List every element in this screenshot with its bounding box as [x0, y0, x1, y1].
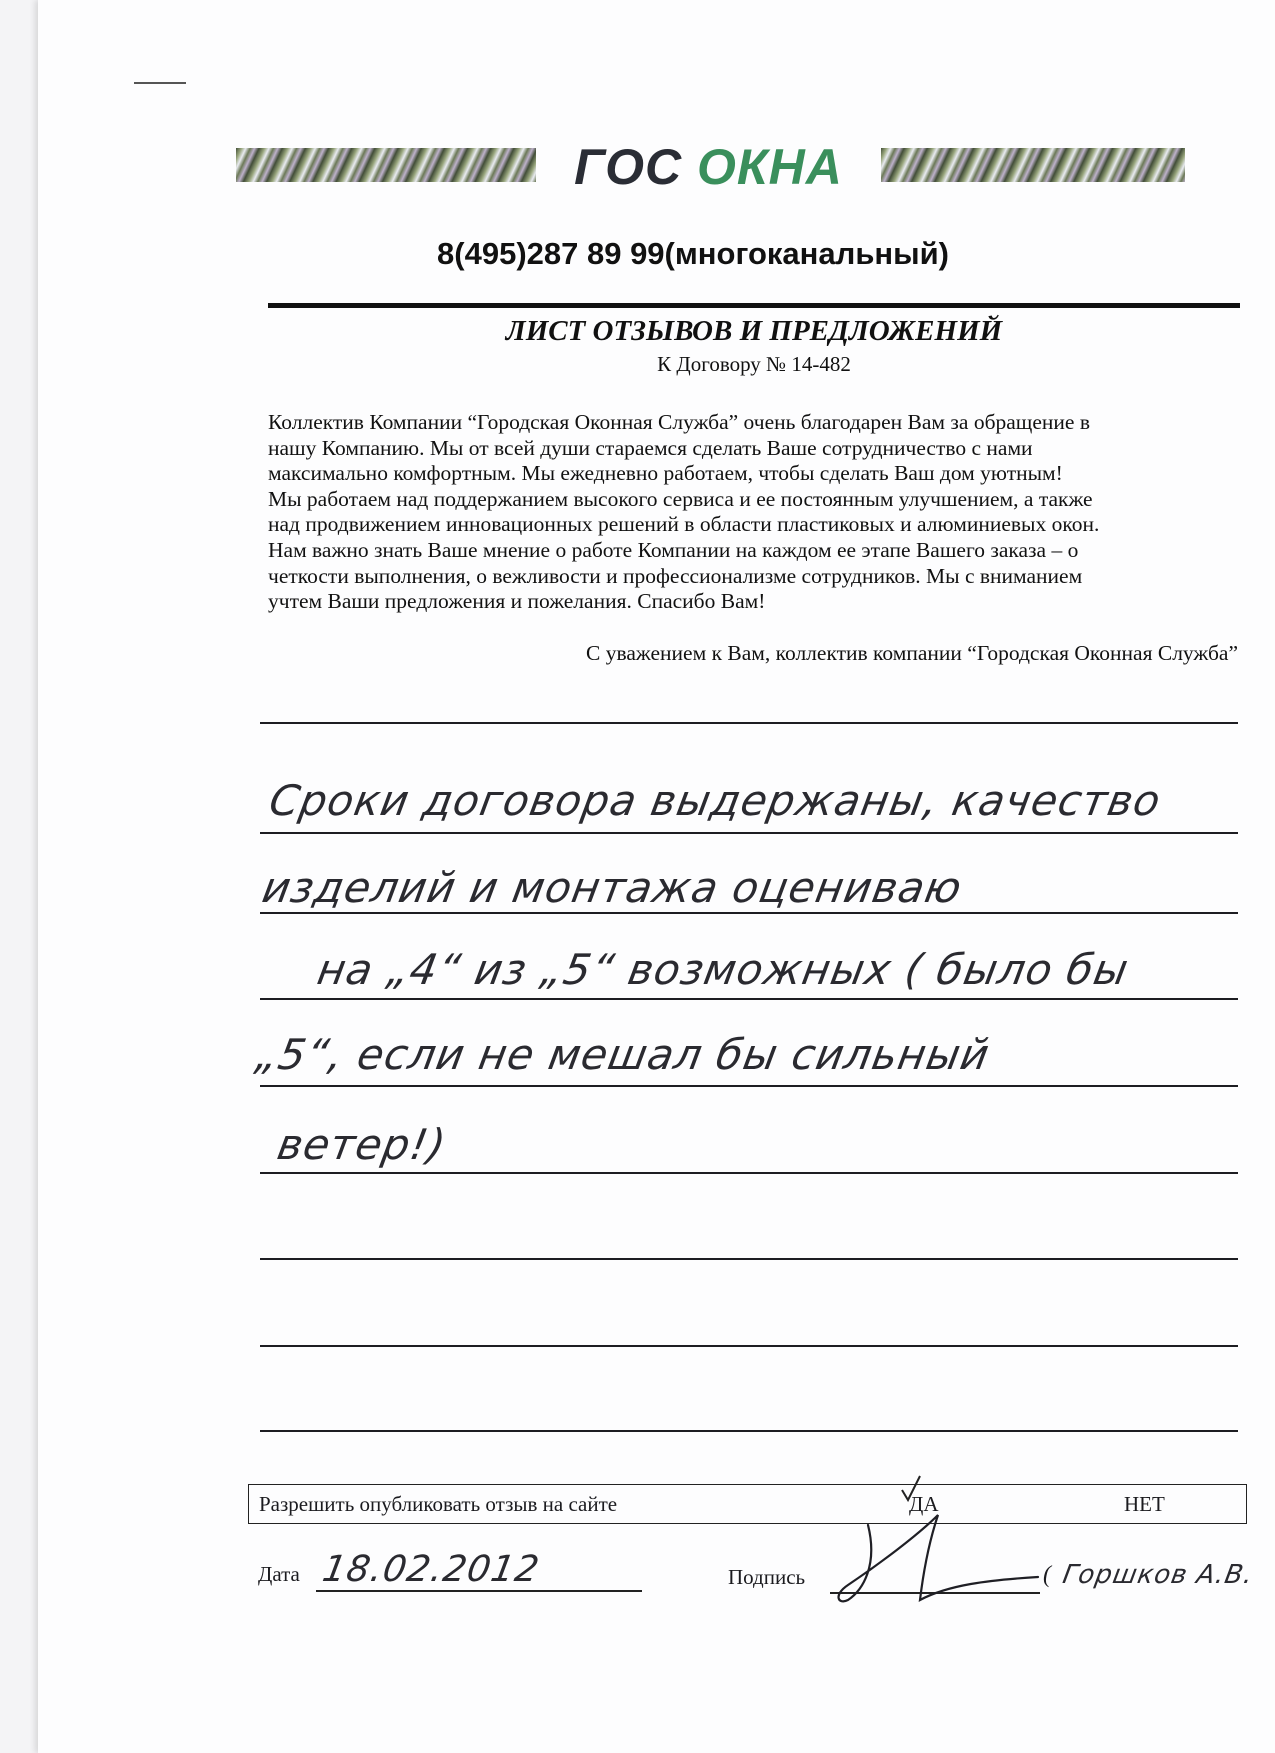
ruled-line — [260, 912, 1238, 914]
brand-word-2: ОКНА — [697, 139, 843, 195]
intro-line: нашу Компанию. Мы от всей души стараемся сделать Ваше сотрудничество с нами — [268, 435, 1033, 460]
brand-word-1: ГОС — [574, 139, 698, 195]
checkmark-icon — [900, 1474, 922, 1504]
banner-stripe-left — [236, 148, 536, 182]
phone-number: 8(495)287 89 99(многоканальный) — [437, 236, 949, 271]
signer-name-paren: ( — [1043, 1562, 1051, 1588]
signer-name: Горшков А.В. — [1060, 1560, 1256, 1590]
signature-mark — [808, 1505, 1048, 1615]
ruled-line — [260, 1172, 1238, 1174]
edge-mark — [134, 82, 186, 84]
intro-line: Нам важно знать Ваше мнение о работе Компании на каждом ее этапе Вашего заказа – о — [268, 537, 1079, 562]
publish-consent-label: Разрешить опубликовать отзыв на сайте — [259, 1492, 618, 1516]
consent-no-option[interactable]: НЕТ — [1124, 1492, 1165, 1516]
ruled-line — [260, 832, 1238, 834]
signature-label: Подпись — [728, 1565, 806, 1589]
intro-paragraph — [268, 410, 1243, 615]
intro-line: максимально комфортным. Мы ежедневно работаем, чтобы сделать Ваш дом уютным! — [268, 461, 1063, 486]
banner-stripe-right — [881, 148, 1185, 182]
ruled-line — [260, 1345, 1238, 1347]
intro-line: учтем Ваши предложения и пожелания. Спасибо Вам! — [268, 589, 766, 614]
intro-line: над продвижением инновационных решений в области пластиковых и алюминиевых окон. — [268, 512, 1100, 537]
handwritten-line: ветер!) — [273, 1120, 451, 1169]
sign-off: С уважением к Вам, коллектив компании “Городская Оконная Служба” — [586, 641, 1238, 665]
consent-yes-option[interactable]: ДА — [909, 1492, 939, 1516]
ruled-line — [260, 1430, 1238, 1432]
ruled-line — [260, 1085, 1238, 1087]
publish-consent-box — [248, 1484, 1247, 1524]
date-value: 18.02.2012 — [319, 1549, 543, 1590]
ruled-line — [260, 1258, 1238, 1260]
handwritten-line: на „4“ из „5“ возможных ( было бы — [313, 945, 1133, 994]
document-title: ЛИСТ ОТЗЫВОВ И ПРЕДЛОЖЕНИЙ — [505, 315, 1003, 347]
intro-line: Коллектив Компании “Городская Оконная Служба” очень благодарен Вам за обращение в — [268, 410, 1090, 434]
handwritten-line: изделий и монтажа оцениваю — [258, 863, 966, 912]
handwritten-line: Сроки договора выдержаны, качество — [265, 776, 1165, 825]
brand-logo — [536, 138, 881, 196]
date-line — [316, 1590, 642, 1592]
feedback-sheet — [38, 0, 1275, 1753]
ruled-line — [260, 998, 1238, 1000]
contract-reference: К Договору № 14-482 — [657, 352, 851, 376]
handwritten-line: „5“, если не мешал бы сильный — [251, 1030, 994, 1079]
intro-line: четкости выполнения, о вежливости и профессионализме сотрудников. Мы с вниманием — [268, 563, 1083, 588]
date-label: Дата — [258, 1562, 300, 1586]
header-divider — [268, 303, 1240, 308]
intro-line: Мы работаем над поддержанием высокого сервиса и ее постоянным улучшением, а также — [268, 486, 1093, 511]
ruled-line — [260, 722, 1238, 724]
